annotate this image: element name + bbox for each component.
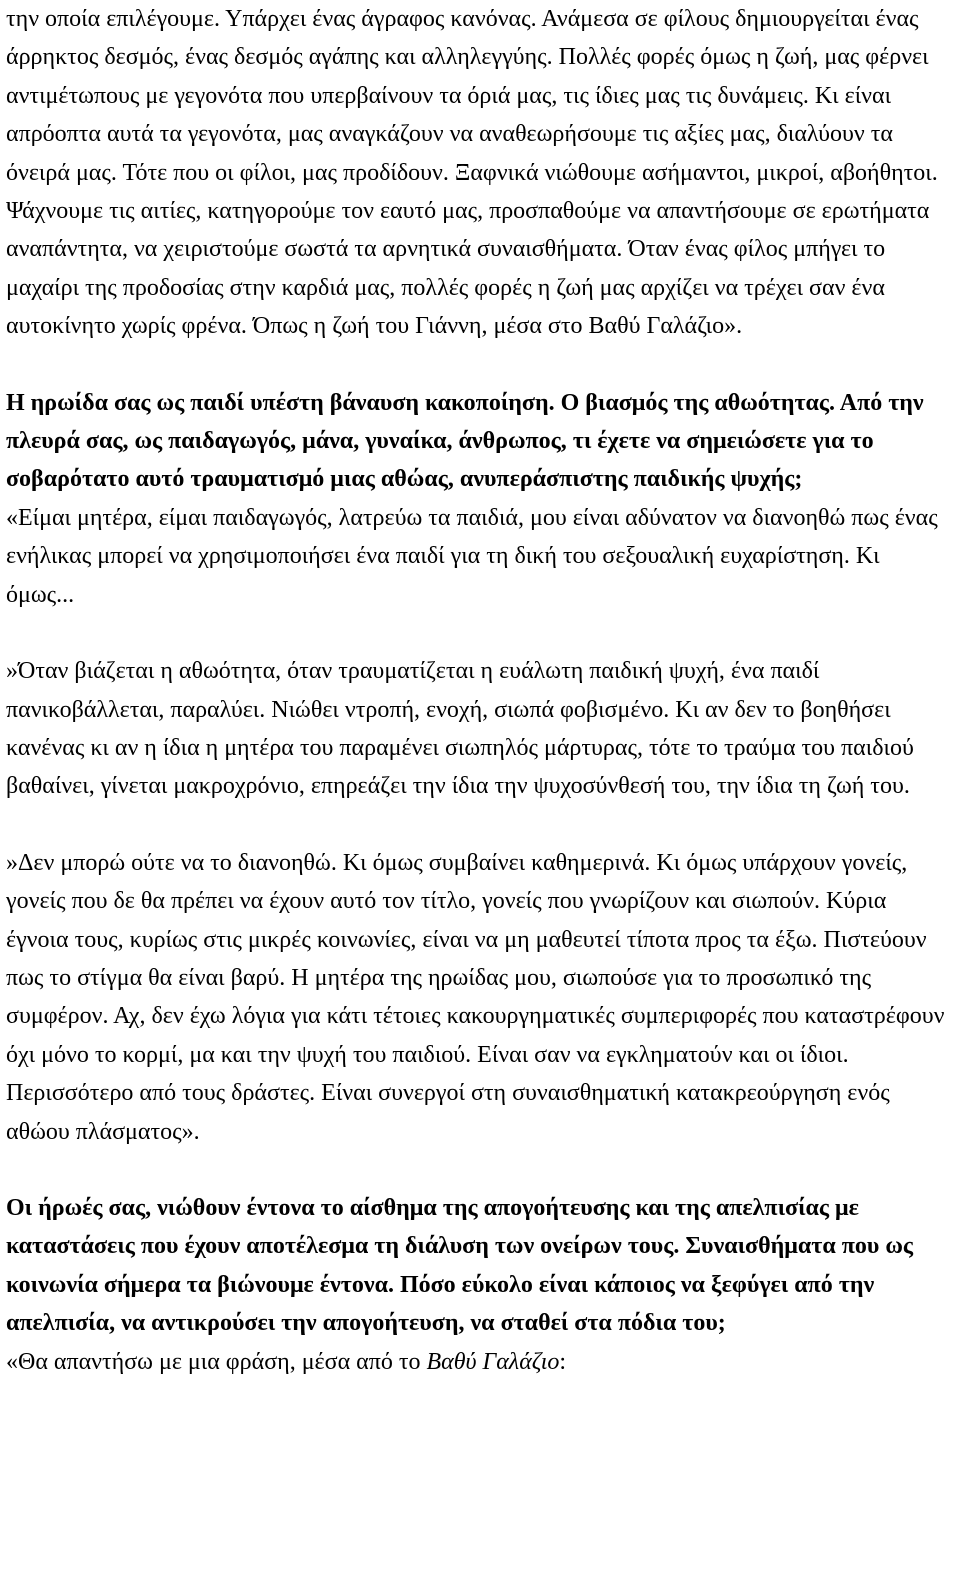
question-2-text: Οι ήρωές σας, νιώθουν έντονα το αίσθημα της απογοήτευσης και της απελπισίας με καταστάσεις που έχουν αποτέλεσμα τη διάλυση των ονείρων τους. Συναισθήματα που ως κοινωνία σήμερα τα βιώνουμε έντονα. Πόσο εύκολο είναι κάποιος να ξεφύγει από την απελπισία, να αντικρούσει την απογοήτευση, να σταθεί στα πόδια του; — [6, 1194, 913, 1337]
question-1 — [6, 384, 948, 499]
interview-block-1 — [6, 384, 948, 1151]
answer-1-paragraph-1: «Είμαι μητέρα, είμαι παιδαγωγός, λατρεύω τα παιδιά, μου είναι αδύνατον να διανοηθώ πως ένας ενήλικας μπορεί να χρησιμοποιήσει ένα παιδί για τη δική του σεξουαλική ευχαρίστηση. Κι όμως... — [6, 504, 938, 608]
book-title: Βαθύ Γαλάζιο — [426, 1348, 560, 1375]
question-1-text: Η ηρωίδα σας ως παιδί υπέστη βάναυση κακοποίηση. Ο βιασμός της αθωότητας. Από την πλευρά σας, ως παιδαγωγός, μάνα, γυναίκα, άνθρωπος, τι έχετε να σημειώσετε για το σοβαρότατο αυτό τραυματισμό μιας αθώας, ανυπεράσπιστης παιδικής ψυχής; — [6, 389, 924, 493]
answer-1-paragraph-2: »Όταν βιάζεται η αθωότητα, όταν τραυματίζεται η ευάλωτη παιδική ψυχή, ένα παιδί πανικοβάλλεται, παραλύει. Νιώθει ντροπή, ενοχή, σιωπά φοβισμένο. Κι αν δεν το βοηθήσει κανένας κι αν η ίδια η μητέρα του παραμένει σιωπηλός μάρτυρας, τότε το τραύμα του παιδιού βαθαίνει, γίνεται μακροχρόνιο, επηρεάζει την ίδια την ψυχοσύνθεσή του, την ίδια τη ζωή του. — [6, 658, 914, 800]
question-2 — [6, 1189, 948, 1343]
answer-1-paragraph-3: »Δεν μπορώ ούτε να το διανοηθώ. Κι όμως συμβαίνει καθημερινά. Κι όμως υπάρχουν γονείς, γονείς που δε θα πρέπει να έχουν αυτό τον τίτλο, γονείς που γνωρίζουν και σιωπούν. Κύρια έγνοια τους, κυρίως στις μικρές κοινωνίες, είναι να μη μαθευτεί τίποτα προς τα έξω. Πιστεύουν πως το στίγμα θα είναι βαρύ. Η μητέρα της ηρωίδας μου, σιωπούσε για το προσωπικό της συμφέρον. Αχ, δεν έχω λόγια για κάτι τέτοιες κακουργηματικές συμπεριφορές που καταστρέφουν όχι μόνο το κορμί, μα και την ψυχή του παιδιού. Είναι σαν να εγκληματούν και οι ίδιοι. Περισσότερο από τους δράστες. Είναι συνεργοί στη συναισθηματική κατακρεούργηση ενός αθώου πλάσματος». — [6, 849, 945, 1145]
interview-block-2 — [6, 1189, 948, 1381]
answer-2-paragraph-1 — [6, 1343, 948, 1381]
answer-2-lead: «Θα απαντήσω με μια φράση, μέσα από το — [6, 1348, 427, 1375]
answer-2-tail: : — [559, 1348, 567, 1375]
intro-paragraph: την οποία επιλέγουμε. Υπάρχει ένας άγραφος κανόνας. Ανάμεσα σε φίλους δημιουργείται ένας άρρηκτος δεσμός, ένας δεσμός αγάπης και αλληλεγγύης. Πολλές φορές όμως η ζωή, μας φέρνει αντιμέτωπους με γεγονότα που υπερβαίνουν τα όριά μας, τις ίδιες μας τις δυνάμεις. Κι είναι απρόοπτα αυτά τα γεγονότα, μας αναγκάζουν να αναθεωρήσουμε τις αξίες μας, διαλύουν τα όνειρά μας. Τότε που οι φίλοι, μας προδίδουν. Ξαφνικά νιώθουμε ασήμαντοι, μικροί, αβοήθητοι. Ψάχνουμε τις αιτίες, κατηγορούμε τον εαυτό μας, προσπαθούμε να απαντήσουμε σε ερωτήματα αναπάντητα, να χειριστούμε σωστά τα αρνητικά συναισθήματα. Όταν ένας φίλος μπήγει το μαχαίρι της προδοσίας στην καρδιά μας, πολλές φορές η ζωή μας αρχίζει να τρέχει σαν ένα αυτοκίνητο χωρίς φρένα. Όπως η ζωή του Γιάννη, μέσα στο Βαθύ Γαλάζιο». — [6, 6, 938, 340]
